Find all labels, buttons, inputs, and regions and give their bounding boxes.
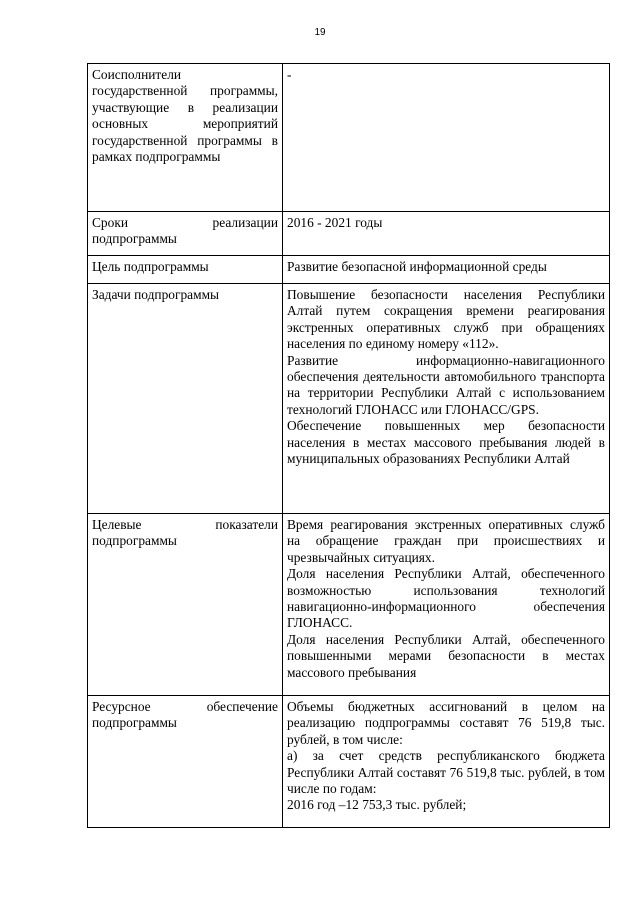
- row-value-paragraph: 2016 - 2021 годы: [287, 215, 383, 230]
- table-row-resources: [88, 696, 610, 828]
- row-value: [283, 696, 610, 828]
- table-row-goal: [88, 256, 610, 284]
- row-label: Цель подпрограммы: [88, 256, 283, 284]
- row-value-paragraph: Объемы бюджетных ассигнований в целом на реализацию подпрограммы составят 76 519,8 тыс. рублей, в том числе:: [287, 699, 605, 747]
- row-value-paragraph: Доля населения Республики Алтай, обеспеченного повышенными мерами безопасности в местах массового пребывания: [287, 631, 605, 680]
- row-value-paragraph: а) за счет средств республиканского бюджета Республики Алтай составят 76 519,8 тыс. рублей, в том числе по годам:: [287, 748, 605, 797]
- row-value-paragraph: Обеспечение повышенных мер безопасности населения в местах массового пребывания людей в муниципальных образованиях Республики Алтай: [287, 418, 605, 467]
- row-label: Целевые показатели подпрограммы: [88, 514, 283, 696]
- row-value-paragraph: Развитие информационно-навигационного обеспечения деятельности автомобильного транспорта на территории Республики Алтай с использованием технологий ГЛОНАСС или ГЛОНАСС/GPS.: [287, 352, 605, 417]
- row-value: [283, 284, 610, 514]
- row-label: Задачи подпрограммы: [88, 284, 283, 514]
- row-value-paragraph: Повышение безопасности населения Республики Алтай путем сокращения времени реагирования экстренных оперативных служб при обращениях населения по единому номеру «112».: [287, 287, 605, 352]
- table-row-terms: [88, 212, 610, 256]
- table-row-target-indicators: [88, 514, 610, 696]
- table-row-tasks: [88, 284, 610, 514]
- row-value: [283, 514, 610, 696]
- subprogram-passport-table: [87, 63, 610, 828]
- row-value-paragraph: 2016 год –12 753,3 тыс. рублей;: [287, 797, 467, 813]
- row-value-paragraph: Время реагирования экстренных оперативных служб на обращение граждан при происшествиях и чрезвычайных ситуациях.: [287, 517, 605, 565]
- row-value-paragraph: Доля населения Республики Алтай, обеспеченного возможностью использования технологий навигационно-информационного обеспечения ГЛОНАСС.: [287, 566, 605, 631]
- row-value: [283, 64, 610, 212]
- row-label: Ресурсное обеспечение подпрограммы: [88, 696, 283, 828]
- row-value-paragraph: Развитие безопасной информационной среды: [287, 259, 547, 274]
- page-number: 19: [314, 27, 326, 38]
- row-value: [283, 256, 610, 284]
- row-label: Сроки реализации подпрограммы: [88, 212, 283, 256]
- table-row-co-executors: [88, 64, 610, 212]
- row-value: [283, 212, 610, 256]
- row-value-paragraph: -: [287, 67, 292, 82]
- row-label: Соисполнители государственной программы, участвующие в реализации основных мероприятий государственной программы в рамках подпрограммы: [88, 64, 283, 212]
